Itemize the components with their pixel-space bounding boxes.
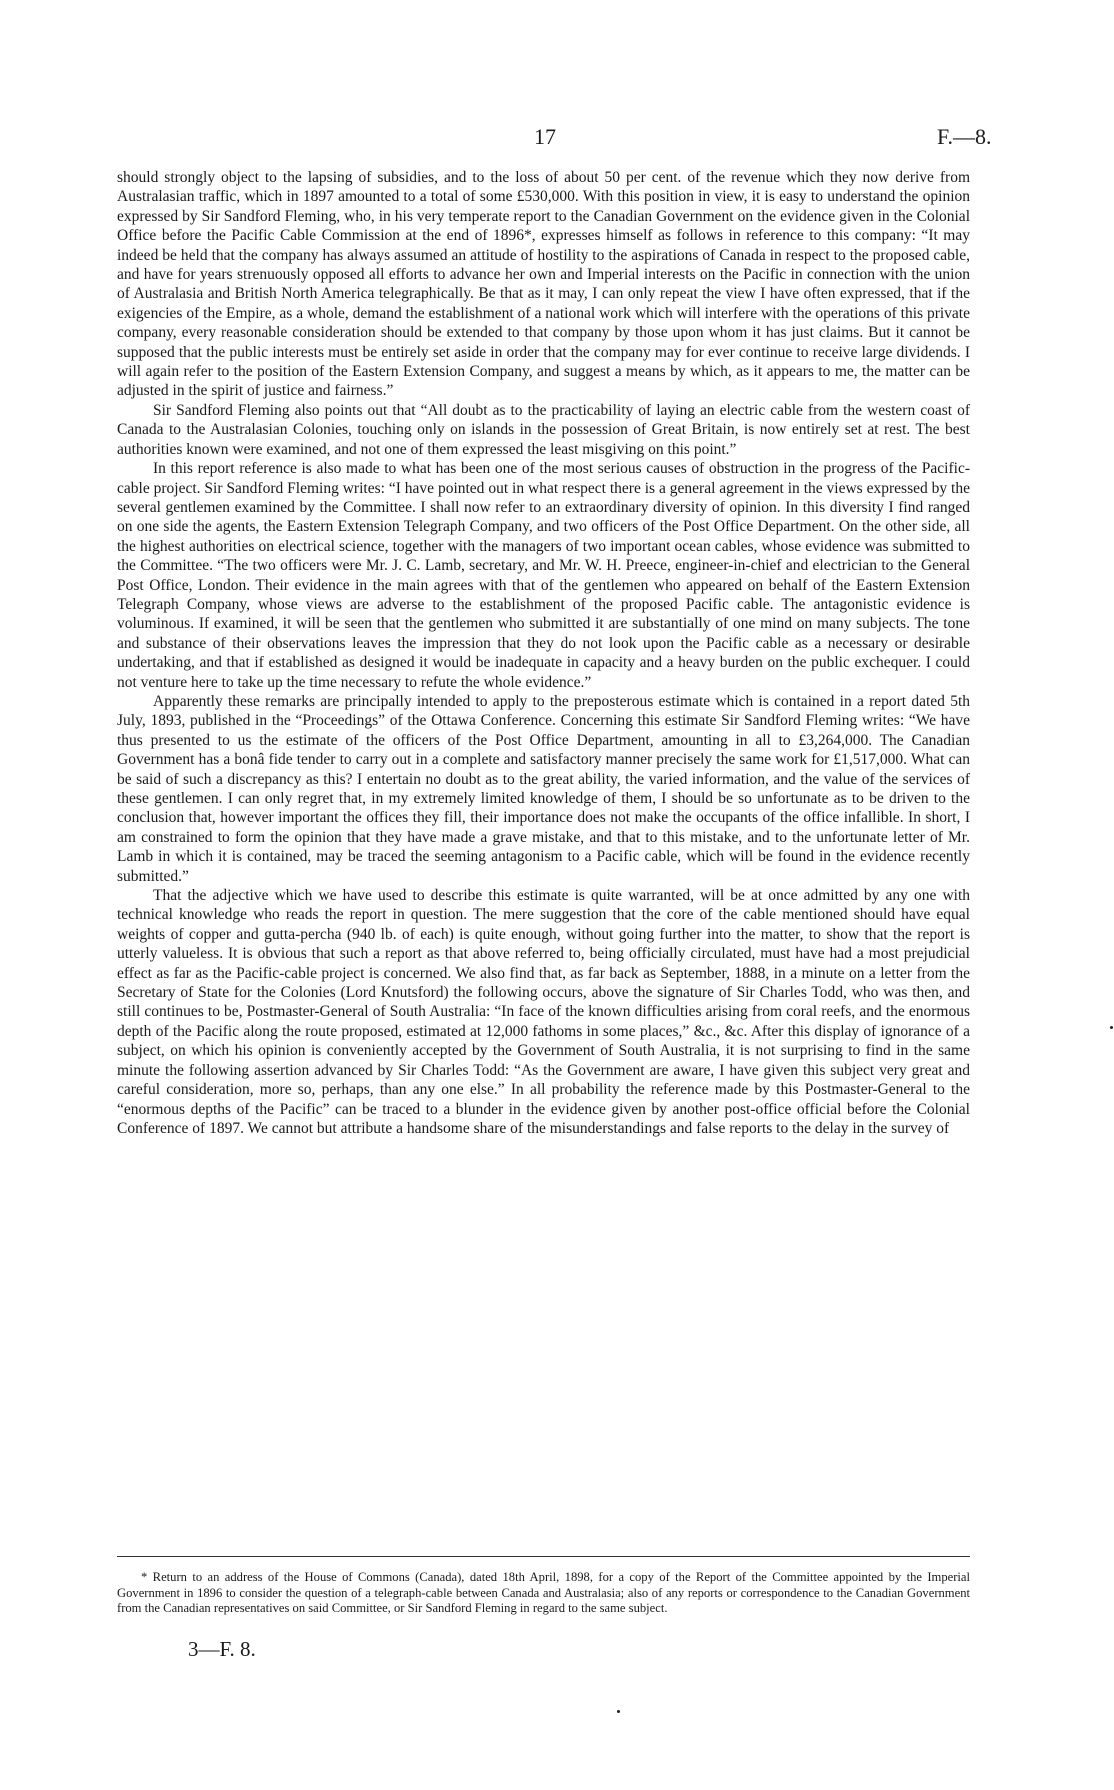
paragraph: should strongly object to the lapsing of subsidies, and to the loss of about 50 per cent. of the revenue which they now derive from Australasian traffic, which in 1897 amounted to a total of some £530,000. With this position in view, it is easy to understand the opinion expressed by Sir Sandford Fleming, who, in his very temperate report to the Canadian Government on the evidence given in the Colonial Office before the Pacific Cable Commission at the end of 1896*, expresses himself as follows in reference to this company: “It may indeed be held that the company has always assumed an attitude of hostility to the aspirations of Canada in respect to the proposed cable, and have for years strenuously opposed all efforts to advance her own and Imperial interests on the Pacific in connection with the union of Australasia and British North America telegraphically. Be that as it may, I can only repeat the view I have often expressed, that if the exigencies of the Empire, as a whole, demand the establishment of a national work which will interfere with the operations of this private company, every reasonable consideration should be extended to that company by those upon whom it has just claims. But it cannot be supposed that the public interests must be entirely set aside in order that the company may for ever continue to receive large dividends. I will again refer to the position of the Eastern Extension Company, and suggest a means by which, as it appears to me, the matter can be adjusted in the spirit of justice and fairness.” <box>117 169 970 400</box>
footnote-divider <box>117 1556 970 1557</box>
footnote-text: * Return to an address of the House of Commons (Canada), dated 18th April, 1898, for a copy of the Report of the Committee appointed by the Imperial Government in 1896 to consider the question of a telegraph-cable between Canada and Australasia; also of any reports or correspondence to the Canadian Government from the Canadian representatives on said Committee, or Sir Sandford Fleming in regard to the same subject. <box>117 1570 970 1616</box>
paragraph: That the adjective which we have used to describe this estimate is quite warranted, will be at once admitted by any one with technical knowledge who reads the report in question. The mere suggestion that the core of the cable mentioned should have equal weights of copper and gutta-percha (940 lb. of each) is quite enough, without going further into the matter, to show that the report is utterly valueless. It is obvious that such a report as that above referred to, being officially circulated, must have had a most prejudicial effect as far as the Pacific-cable project is concerned. We also find that, as far back as September, 1888, in a minute on a letter from the Secretary of State for the Colonies (Lord Knutsford) the following occurs, above the signature of Sir Charles Todd, who was then, and still continues to be, Postmaster-General of South Australia: “In face of the known difficulties arising from coral reefs, and the enormous depth of the Pacific along the route proposed, estimated at 12,000 fathoms in some places,” &c., &c. After this display of ignorance of a subject, on which his opinion is conveniently accepted by the Government of South Australia, it is not surprising to find in the same minute the following assertion advanced by Sir Charles Todd: “As the Government are aware, I have given this subject very great and careful consideration, more so, perhaps, than any one else.” In all probability the reference made by this Postmaster-General to the “enormous depths of the Pacific” can be traced to a blunder in the evidence given by another post-office official before the Colonial Conference of 1897. We cannot but attribute a handsome share of the misunderstandings and false reports to the delay in the survey of <box>117 887 970 1137</box>
paragraph: Sir Sandford Fleming also points out that “All doubt as to the practicability of laying an electric cable from the western coast of Canada to the Australasian Colonies, touching only on islands in the possession of Great Britain, is now entirely set at rest. The best authorities known were examined, and not one of them expressed the least misgiving on this point.” <box>117 401 970 458</box>
ink-speck-dot <box>1110 1026 1113 1029</box>
section-code: F.—8. <box>937 124 992 149</box>
page-number: 17 <box>534 124 556 149</box>
page-header <box>0 124 1114 152</box>
paragraph: In this report reference is also made to what has been one of the most serious causes of obstruction in the progress of the Pacific-cable project. Sir Sandford Fleming writes: “I have pointed out in what respect there is a general agreement in the views expressed by the several gentlemen examined by the Committee. I shall now refer to an extraordinary diversity of opinion. In this diversity I find ranged on one side the agents, the Eastern Extension Telegraph Company, and two officers of the Post Office Department. On the other side, all the highest authorities on electrical science, together with the managers of two important ocean cables, whose evidence was submitted to the Committee. “The two officers were Mr. J. C. Lamb, secretary, and Mr. W. H. Preece, engineer-in-chief and electrician to the General Post Office, London. Their evidence in the main agrees with that of the gentlemen who appeared on behalf of the Eastern Extension Telegraph Company, whose views are adverse to the establishment of the proposed Pacific cable. The antagonistic evidence is voluminous. If examined, it will be seen that the gentlemen who submitted it are substantially of one mind on many subjects. The tone and substance of their observations leaves the impression that they do not look upon the Pacific cable as a necessary or desirable undertaking, and that if established as designed it would be inadequate in capacity and a heavy burden on the public exchequer. I could not venture here to take up the time necessary to refute the whole evidence.” <box>117 460 970 691</box>
paragraph: Apparently these remarks are principally intended to apply to the preposterous estimate which is contained in a report dated 5th July, 1893, published in the “Proceedings” of the Ottawa Conference. Concerning this estimate Sir Sandford Fleming writes: “We have thus presented to us the estimate of the officers of the Post Office Department, amounting in all to £3,264,000. The Canadian Government has a bonâ fide tender to carry out in a complete and satisfactory manner precisely the same work for £1,517,000. What can be said of such a discrepancy as this? I entertain no doubt as to the great ability, the varied information, and the value of the services of these gentlemen. I can only regret that, in my extremely limited knowledge of them, I should be so unfortunate as to be driven to the conclusion that, however important the offices they fill, their importance does not make the occupants of the office infallible. In short, I am constrained to form the opinion that they have made a grave mistake, and that to this mistake, and to the unfortunate letter of Mr. Lamb in which it is contained, may be traced the seeming antagonism to a Pacific cable, which will be found in the evidence recently submitted.” <box>117 692 970 885</box>
signature-mark: 3—F. 8. <box>188 1637 256 1661</box>
footnote <box>117 1570 970 1617</box>
body-text <box>117 168 970 1138</box>
ink-speck-dot <box>617 1710 620 1713</box>
